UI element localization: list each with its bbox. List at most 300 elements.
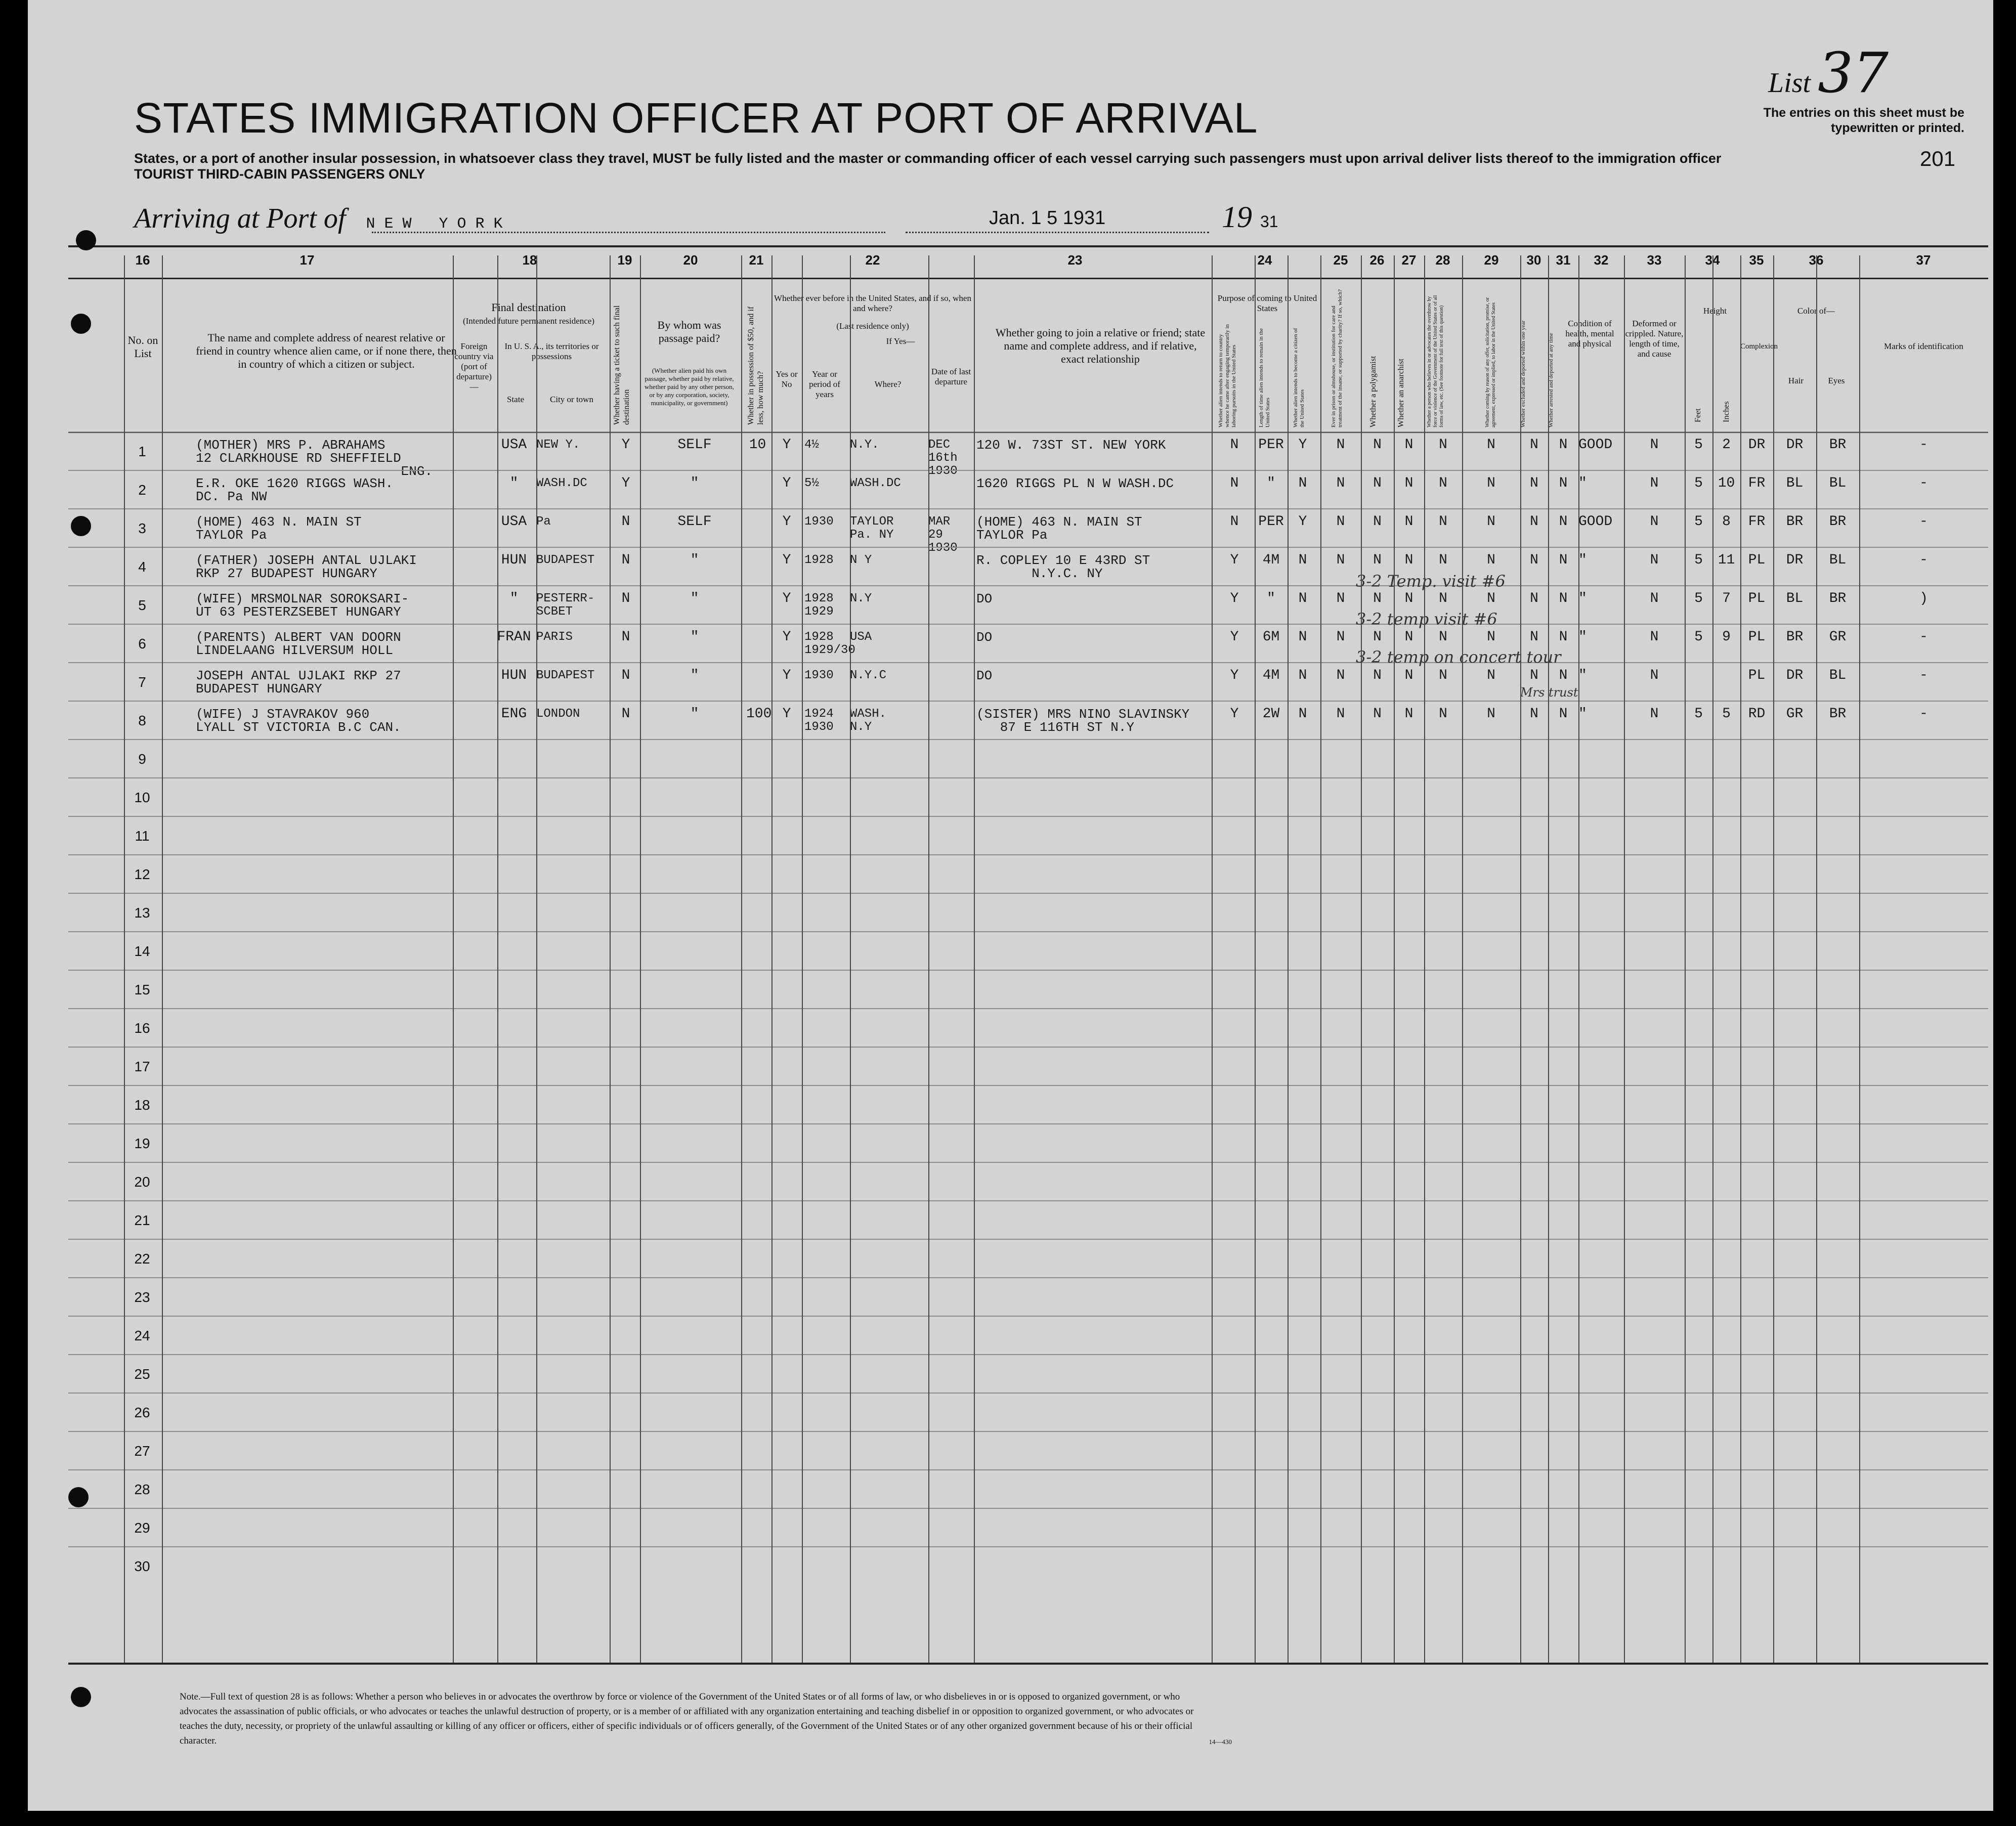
cell-c30: N bbox=[1530, 552, 1538, 568]
cell-join: DO bbox=[976, 668, 993, 683]
row-number: 23 bbox=[134, 1289, 150, 1305]
header-marks: Marks of identification bbox=[1884, 341, 1963, 351]
cell-p-c: Y bbox=[1298, 437, 1307, 453]
cell-deformed: N bbox=[1650, 591, 1659, 606]
cell-money: 10 bbox=[749, 437, 766, 453]
column-number: 37 bbox=[1916, 252, 1931, 268]
cell-marks: - bbox=[1919, 514, 1928, 530]
cell-paid: " bbox=[690, 629, 699, 645]
column-number: 20 bbox=[683, 252, 698, 268]
column-number: 16 bbox=[135, 252, 150, 268]
table-row bbox=[68, 585, 1988, 625]
column-number: 34 bbox=[1705, 252, 1720, 268]
column-rule bbox=[928, 255, 929, 1663]
binding-hole bbox=[76, 230, 96, 250]
column-number: 25 bbox=[1333, 252, 1348, 268]
cell-p-c: Y bbox=[1298, 514, 1307, 530]
cell-cond: " bbox=[1578, 629, 1587, 645]
header-col25: Ever in prison or almshouse, or institution for care and treatment of the insane, or supported by charity? If so, which? bbox=[1331, 289, 1343, 427]
cell-eyes: BR bbox=[1829, 437, 1847, 453]
column-number: 32 bbox=[1594, 252, 1609, 268]
table-row bbox=[68, 662, 1988, 702]
header-deformed: Deformed or crippled. Nature, length of time, and cause bbox=[1625, 319, 1684, 359]
arrival-port: Arriving at Port of NEW YORK bbox=[134, 203, 512, 234]
header-purpose-b: Length of time alien intends to remain in the United States bbox=[1258, 328, 1271, 427]
cell-c25: N bbox=[1336, 591, 1345, 606]
cell-where: N.Y bbox=[850, 592, 872, 605]
handwritten-annotation-row5: 3-2 temp visit #6 bbox=[1356, 610, 1497, 629]
row-number: 24 bbox=[134, 1328, 150, 1343]
cell-relative: (WIFE) MRSMOLNAR SOROKSARI- UT 63 PESTERZSEBET HUNGARY bbox=[196, 591, 409, 620]
header-eyes: Eyes bbox=[1828, 376, 1845, 385]
cell-city: PARIS bbox=[536, 630, 573, 644]
cell-where: N.Y. bbox=[850, 438, 879, 452]
cell-complexion: PL bbox=[1748, 629, 1766, 645]
header-col31: Whether arrested and deported at any time bbox=[1548, 333, 1554, 427]
column-rule bbox=[536, 255, 537, 1663]
cell-inches: 5 bbox=[1722, 706, 1731, 722]
cell-years: 1924 1930 bbox=[804, 707, 834, 734]
cell-p-a: Y bbox=[1230, 706, 1239, 722]
header-height: Height bbox=[1703, 306, 1727, 316]
cell-c28: N bbox=[1439, 706, 1447, 722]
cell-c30: N bbox=[1530, 475, 1538, 491]
table-row bbox=[68, 777, 1988, 817]
row-number: 26 bbox=[134, 1405, 150, 1420]
column-rule bbox=[640, 255, 641, 1663]
row-number: 20 bbox=[134, 1174, 150, 1190]
cell-c26: N bbox=[1373, 475, 1382, 491]
cell-p-b: PER bbox=[1258, 514, 1284, 530]
cell-p-c: N bbox=[1298, 475, 1307, 491]
cell-years: 1928 1929 bbox=[804, 592, 834, 619]
header-passage-paid: By whom was passage paid? bbox=[657, 319, 721, 344]
cell-complexion: DR bbox=[1748, 437, 1766, 453]
row-number: 3 bbox=[138, 520, 146, 536]
cell-complexion: FR bbox=[1748, 475, 1766, 491]
row-number: 15 bbox=[134, 982, 150, 997]
row-number: 25 bbox=[134, 1366, 150, 1382]
cell-c26: N bbox=[1373, 552, 1382, 568]
cell-yes: Y bbox=[782, 668, 791, 683]
cell-complexion: PL bbox=[1748, 591, 1766, 606]
table-row bbox=[68, 1123, 1988, 1163]
cell-foreign: FRAN bbox=[497, 629, 531, 645]
cell-join: (SISTER) MRS NINO SLAVINSKY 87 E 116TH ST N.Y bbox=[976, 707, 1190, 735]
cell-relative: (PARENTS) ALBERT VAN DOORN LINDELAANG HILVERSUM HOLL bbox=[196, 630, 401, 658]
cell-deformed: N bbox=[1650, 514, 1659, 530]
column-rule bbox=[1462, 255, 1463, 1663]
column-rule bbox=[453, 255, 454, 1663]
cell-c29: N bbox=[1487, 475, 1495, 491]
column-rule bbox=[124, 255, 125, 1663]
column-rule bbox=[1288, 255, 1289, 1663]
cell-deformed: N bbox=[1650, 668, 1659, 683]
header-if-yes: If Yes— bbox=[886, 336, 915, 346]
row-number: 4 bbox=[138, 559, 146, 575]
cell-foreign: USA bbox=[501, 514, 527, 530]
cell-p-a: Y bbox=[1230, 668, 1239, 683]
column-number: 33 bbox=[1647, 252, 1662, 268]
cell-where: WASH.DC bbox=[850, 476, 901, 490]
header-inches: Inches bbox=[1722, 401, 1731, 422]
row-number: 19 bbox=[134, 1136, 150, 1151]
header-color-of: Color of— bbox=[1797, 306, 1835, 316]
cell-join: DO bbox=[976, 630, 993, 645]
header-where: Where? bbox=[874, 379, 902, 389]
cell-hair: BR bbox=[1786, 514, 1804, 530]
cell-join: 1620 RIGGS PL N W WASH.DC bbox=[976, 476, 1174, 491]
column-rule bbox=[1712, 255, 1713, 1663]
cell-feet: 5 bbox=[1694, 514, 1703, 530]
cell-c28: N bbox=[1439, 629, 1447, 645]
column-rule bbox=[1255, 255, 1256, 1663]
cell-where: WASH. N.Y bbox=[850, 707, 887, 734]
table-row bbox=[68, 1008, 1988, 1048]
cell-ticket: N bbox=[621, 706, 630, 722]
column-rule bbox=[1740, 255, 1741, 1663]
table-row bbox=[68, 1508, 1988, 1547]
column-rule bbox=[1361, 255, 1362, 1663]
cell-c31: N bbox=[1559, 514, 1568, 530]
cell-ticket: N bbox=[621, 668, 630, 683]
header-hair: Hair bbox=[1788, 376, 1804, 385]
cell-c31: N bbox=[1559, 437, 1568, 453]
cell-cond: GOOD bbox=[1578, 514, 1613, 530]
cell-p-c: N bbox=[1298, 668, 1307, 683]
cell-p-a: Y bbox=[1230, 629, 1239, 645]
column-number: 26 bbox=[1369, 252, 1385, 268]
cell-c25: N bbox=[1336, 437, 1345, 453]
column-rule bbox=[802, 255, 803, 1663]
cell-c27: N bbox=[1404, 437, 1413, 453]
column-number: 28 bbox=[1435, 252, 1450, 268]
cell-date: MAR 29 1930 bbox=[928, 515, 958, 555]
row-number: 11 bbox=[135, 828, 150, 844]
cell-marks: - bbox=[1919, 706, 1928, 722]
cell-relative: E.R. OKE 1620 RIGGS WASH. DC. Pa NW bbox=[196, 476, 394, 504]
cell-c29: N bbox=[1487, 514, 1495, 530]
header-relative-abroad: The name and complete address of nearest relative or friend in country whence alien came, or if none there, then in country of which a citizen or subject. bbox=[196, 331, 457, 370]
header-col28: Whether a person who believes in or advocates the overthrow by force or violence of the Government of the United States or of all forms of law, etc. (See footnote for full text of this question) bbox=[1427, 295, 1444, 427]
binding-hole bbox=[68, 1487, 89, 1507]
cell-years: 1928 1929/30 bbox=[804, 630, 855, 657]
cell-c26: N bbox=[1373, 668, 1382, 683]
cell-p-c: N bbox=[1298, 629, 1307, 645]
cell-yes: Y bbox=[782, 514, 791, 530]
cell-cond: " bbox=[1578, 668, 1587, 683]
column-rule bbox=[1424, 255, 1425, 1663]
table-row bbox=[68, 547, 1988, 586]
cell-inches: 2 bbox=[1722, 437, 1731, 453]
cell-yes: Y bbox=[782, 591, 791, 606]
cell-c29: N bbox=[1487, 591, 1495, 606]
row-number: 27 bbox=[134, 1443, 150, 1459]
row-number: 13 bbox=[134, 905, 150, 921]
cell-ticket: Y bbox=[621, 475, 630, 491]
header-passage-paid-note: (Whether alien paid his own passage, whether paid by relative, whether paid by any other person, or by any corporation, society, municipality, or government) bbox=[645, 367, 734, 407]
cell-c27: N bbox=[1404, 514, 1413, 530]
cell-cond: " bbox=[1578, 552, 1587, 568]
cell-p-a: N bbox=[1230, 475, 1239, 491]
column-number: 18 bbox=[522, 252, 537, 268]
cell-inches: 7 bbox=[1722, 591, 1731, 606]
table-row bbox=[68, 1277, 1988, 1317]
column-rule bbox=[1394, 255, 1395, 1663]
header-foreign-country: Foreign country via (port of departure)— bbox=[454, 341, 494, 392]
cell-yes: Y bbox=[782, 552, 791, 568]
cell-c27: N bbox=[1404, 552, 1413, 568]
row-number: 8 bbox=[138, 713, 146, 728]
header-final-destination-note: (Intended future permanent residence) bbox=[462, 316, 595, 326]
header-ticket: Whether having a ticket to such final destination bbox=[613, 305, 631, 425]
row-number: 22 bbox=[134, 1251, 150, 1267]
cell-c27: N bbox=[1404, 591, 1413, 606]
column-number: 17 bbox=[299, 252, 315, 268]
cell-c25: N bbox=[1336, 475, 1345, 491]
table-row bbox=[68, 1431, 1988, 1470]
header-ever-before: Whether ever before in the United States, and if so, when and where? bbox=[774, 293, 971, 313]
cell-city: BUDAPEST bbox=[536, 669, 595, 682]
cell-yes: Y bbox=[782, 706, 791, 722]
cell-foreign: " bbox=[509, 475, 519, 491]
header-money: Whether in possession of $50, and if less, how much? bbox=[747, 306, 765, 425]
header-state: State bbox=[507, 395, 524, 404]
header-purpose: Purpose of coming to United States bbox=[1217, 293, 1317, 313]
subtitle: States, or a port of another insular possession, in whatsoever class they travel, MUST be fully listed and the master or commanding officer of each vessel carrying such passengers must upon arrival deliver lists thereof to the immigration officer TOURIST THIRD-CABIN PASSENGERS ONLY bbox=[134, 151, 1722, 182]
cell-feet: 5 bbox=[1694, 552, 1703, 568]
cell-relative: JOSEPH ANTAL UJLAKI RKP 27 BUDAPEST HUNGARY bbox=[196, 668, 401, 697]
cell-c25: N bbox=[1336, 629, 1345, 645]
cell-foreign: " bbox=[509, 591, 519, 606]
cell-c30: N bbox=[1530, 514, 1538, 530]
column-rule bbox=[497, 255, 498, 1663]
list-number: List 37 bbox=[1768, 40, 1889, 105]
cell-p-c: N bbox=[1298, 552, 1307, 568]
cell-deformed: N bbox=[1650, 475, 1659, 491]
cell-c26: N bbox=[1373, 514, 1382, 530]
cell-c27: N bbox=[1404, 668, 1413, 683]
cell-complexion: PL bbox=[1748, 668, 1766, 683]
cell-join: R. COPLEY 10 E 43RD ST N.Y.C. NY bbox=[976, 553, 1150, 581]
table-row bbox=[68, 970, 1988, 1009]
handwritten-annotation-row4: 3-2 Temp. visit #6 bbox=[1356, 572, 1506, 591]
cell-complexion: PL bbox=[1748, 552, 1766, 568]
column-rule bbox=[1773, 255, 1774, 1663]
cell-ticket: N bbox=[621, 514, 630, 530]
cell-relative: (MOTHER) MRS P. ABRAHAMS 12 CLARKHOUSE RD SHEFFIELD ENG. bbox=[196, 438, 433, 479]
cell-c28: N bbox=[1439, 437, 1447, 453]
row-number: 16 bbox=[134, 1020, 150, 1036]
column-rule bbox=[162, 255, 163, 1663]
binding-hole bbox=[71, 1687, 91, 1707]
cell-c28: N bbox=[1439, 591, 1447, 606]
cell-c31: N bbox=[1559, 668, 1568, 683]
cell-eyes: BR bbox=[1829, 591, 1847, 606]
column-number: 36 bbox=[1809, 252, 1824, 268]
cell-cond: GOOD bbox=[1578, 437, 1613, 453]
cell-hair: DR bbox=[1786, 437, 1804, 453]
cell-foreign: HUN bbox=[501, 668, 527, 683]
cell-years: 1928 bbox=[804, 553, 834, 567]
cell-c31: N bbox=[1559, 591, 1568, 606]
cell-years: 1930 bbox=[804, 515, 834, 529]
cell-p-c: N bbox=[1298, 591, 1307, 606]
row-number: 21 bbox=[134, 1212, 150, 1228]
column-number: 24 bbox=[1257, 252, 1272, 268]
table-row bbox=[68, 431, 1988, 479]
cell-ticket: Y bbox=[621, 437, 630, 453]
column-number: 31 bbox=[1556, 252, 1571, 268]
cell-c31: N bbox=[1559, 552, 1568, 568]
column-rule bbox=[1816, 255, 1817, 1663]
column-rule bbox=[1520, 255, 1521, 1663]
cell-hair: DR bbox=[1786, 552, 1804, 568]
column-rule bbox=[1859, 255, 1860, 1663]
column-number: 35 bbox=[1749, 252, 1764, 268]
cell-city: LONDON bbox=[536, 707, 580, 721]
cell-deformed: N bbox=[1650, 437, 1659, 453]
cell-c26: N bbox=[1373, 591, 1382, 606]
cell-marks: - bbox=[1919, 475, 1928, 491]
header-condition: Condition of health, mental and physical bbox=[1565, 319, 1614, 349]
cell-p-a: N bbox=[1230, 514, 1239, 530]
cell-cond: " bbox=[1578, 475, 1587, 491]
cell-eyes: GR bbox=[1829, 629, 1847, 645]
cell-c30: N bbox=[1530, 591, 1538, 606]
cell-where: N.Y.C bbox=[850, 669, 887, 682]
cell-paid: SELF bbox=[677, 437, 712, 453]
row-number: 18 bbox=[134, 1097, 150, 1113]
cell-c29: N bbox=[1487, 629, 1495, 645]
cell-ticket: N bbox=[621, 629, 630, 645]
cell-paid: " bbox=[690, 591, 699, 606]
cell-eyes: BL bbox=[1829, 552, 1847, 568]
table-row bbox=[68, 1239, 1988, 1278]
cell-deformed: N bbox=[1650, 552, 1659, 568]
cell-feet: 5 bbox=[1694, 591, 1703, 606]
column-number: 27 bbox=[1401, 252, 1417, 268]
column-rule bbox=[1212, 255, 1213, 1663]
table-row bbox=[68, 893, 1988, 932]
cell-p-a: N bbox=[1230, 437, 1239, 453]
column-rule bbox=[1624, 255, 1625, 1663]
cell-years: 1930 bbox=[804, 669, 834, 682]
cell-ticket: N bbox=[621, 552, 630, 568]
row-number: 28 bbox=[134, 1482, 150, 1497]
header-complexion: Complexion bbox=[1740, 342, 1778, 351]
row-number: 10 bbox=[134, 790, 150, 805]
cell-relative: (HOME) 463 N. MAIN ST TAYLOR Pa bbox=[196, 514, 362, 543]
cell-hair: BL bbox=[1786, 475, 1804, 491]
cell-yes: Y bbox=[782, 629, 791, 645]
header-no-on-list: No. on List bbox=[127, 334, 158, 360]
header-purpose-c: Whether alien intends to become a citizen of the United States bbox=[1293, 328, 1305, 427]
cell-c31: N bbox=[1559, 475, 1568, 491]
cell-c31: N bbox=[1559, 706, 1568, 722]
cell-complexion: RD bbox=[1748, 706, 1766, 722]
table-row bbox=[68, 1469, 1988, 1509]
cell-years: 4½ bbox=[804, 438, 819, 452]
column-rule bbox=[850, 255, 851, 1663]
cell-c30: N bbox=[1530, 629, 1538, 645]
cell-c25: N bbox=[1336, 706, 1345, 722]
header-joining: Whether going to join a relative or friend; state name and complete address, and if relative, exact relationship bbox=[995, 326, 1206, 365]
column-number: 21 bbox=[749, 252, 764, 268]
row-number: 12 bbox=[134, 866, 150, 882]
row-number: 2 bbox=[138, 482, 146, 498]
header-in-usa: In U. S. A., its territories or possessions bbox=[504, 341, 599, 361]
cell-yes: Y bbox=[782, 475, 791, 491]
column-rule bbox=[1578, 255, 1579, 1663]
column-rule bbox=[741, 255, 742, 1663]
cell-relative: (FATHER) JOSEPH ANTAL UJLAKI RKP 27 BUDAPEST HUNGARY bbox=[196, 553, 417, 581]
handwritten-annotation-row7: Mrs trust bbox=[1520, 685, 1578, 700]
cell-city: PESTERR- SCBET bbox=[536, 592, 595, 619]
footnote-question-28: Note.—Full text of question 28 is as follows: Whether a person who believes in or advocates the overthrow by force or violence of the Government of the United States or of all forms of law, or who disbelieves in or is opposed to organized government, or who advocates the assassination of public officials, or who advocates or teaches the unlawful destruction of property, or is a member of or affiliated with any organization entertaining and teaching disbelief in or opposition to organized government, or who advocates or teaches the duty, necessity, or propriety of the unlawful assaulting or killing of any officer or officers, either of specific individuals or of officers generally, of the Government of the United States or of any other organized government because of his or their official character. 14—430 bbox=[180, 1691, 1232, 1746]
cell-c26: N bbox=[1373, 706, 1382, 722]
cell-feet: 5 bbox=[1694, 475, 1703, 491]
cell-c30: N bbox=[1530, 706, 1538, 722]
cell-feet: 5 bbox=[1694, 437, 1703, 453]
table-row bbox=[68, 1316, 1988, 1355]
cell-ticket: N bbox=[621, 591, 630, 606]
table-row bbox=[68, 1085, 1988, 1124]
cell-c28: N bbox=[1439, 552, 1447, 568]
cell-deformed: N bbox=[1650, 706, 1659, 722]
cell-deformed: N bbox=[1650, 629, 1659, 645]
column-number: 22 bbox=[865, 252, 880, 268]
cell-years: 5½ bbox=[804, 476, 819, 490]
cell-join: (HOME) 463 N. MAIN ST TAYLOR Pa bbox=[976, 514, 1142, 543]
cell-yes: Y bbox=[782, 437, 791, 453]
cell-c29: N bbox=[1487, 552, 1495, 568]
cell-c28: N bbox=[1439, 668, 1447, 683]
cell-eyes: BL bbox=[1829, 475, 1847, 491]
cell-foreign: HUN bbox=[501, 552, 527, 568]
header-yes-no: Yes or No bbox=[776, 369, 798, 389]
cell-marks: - bbox=[1919, 552, 1928, 568]
column-number-row bbox=[68, 252, 1988, 279]
cell-inches: 11 bbox=[1718, 552, 1735, 568]
column-rule bbox=[974, 255, 975, 1663]
arrival-year: 19 31 bbox=[1222, 200, 1278, 234]
cell-cond: " bbox=[1578, 706, 1587, 722]
binding-hole bbox=[71, 516, 91, 536]
table-row bbox=[68, 624, 1988, 663]
cell-c27: N bbox=[1404, 706, 1413, 722]
cell-p-b: 4M bbox=[1262, 552, 1280, 568]
cell-inches: 9 bbox=[1722, 629, 1731, 645]
column-number: 23 bbox=[1067, 252, 1083, 268]
cell-foreign: USA bbox=[501, 437, 527, 453]
row-number: 6 bbox=[138, 636, 146, 651]
table-row bbox=[68, 1354, 1988, 1394]
header-year-period: Year or period of years bbox=[809, 369, 840, 399]
column-rule bbox=[1685, 255, 1686, 1663]
cell-p-b: PER bbox=[1258, 437, 1284, 453]
binding-hole bbox=[71, 314, 91, 334]
table-row bbox=[68, 739, 1988, 778]
cell-date: DEC 16th 1930 bbox=[928, 438, 958, 478]
cell-c27: N bbox=[1404, 475, 1413, 491]
cell-hair: GR bbox=[1786, 706, 1804, 722]
header-col27: Whether an anarchist bbox=[1397, 359, 1405, 427]
page-title: STATES IMMIGRATION OFFICER AT PORT OF ARRIVAL bbox=[134, 94, 1258, 142]
cell-join: 120 W. 73ST ST. NEW YORK bbox=[976, 438, 1166, 453]
cell-where: N Y bbox=[850, 553, 872, 567]
row-number: 9 bbox=[138, 751, 146, 767]
